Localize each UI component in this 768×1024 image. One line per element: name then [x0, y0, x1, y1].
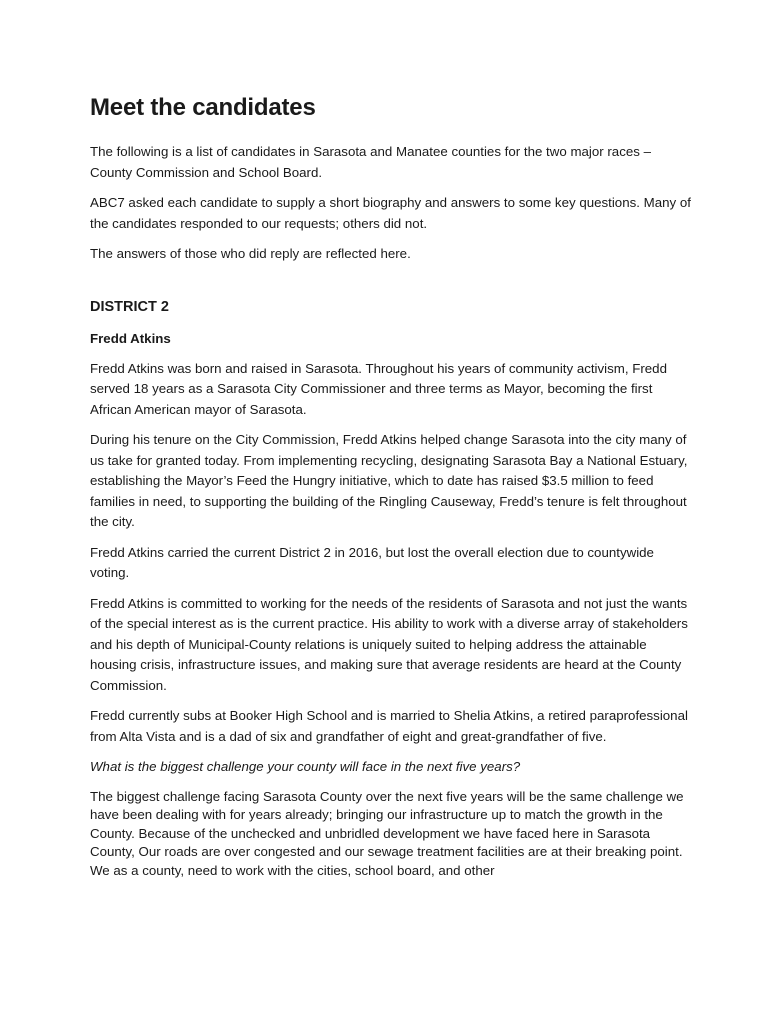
page-title: Meet the candidates [90, 94, 316, 121]
bio-paragraph: During his tenure on the City Commission, Fredd Atkins helped change Sarasota into the city many of us take for granted today. From implementing recycling, designating Sarasota Bay a National Estuary, establishing the Mayor’s Feed the Hungry initiative, which to date has raised $3.5 million to feed families in need, to supporting the building of the Ringling Causeway, Fredd’s tenure is felt throughout the city. [90, 432, 688, 529]
section-spacer [90, 275, 696, 297]
bio-paragraph: Fredd Atkins is committed to working for the needs of the residents of Sarasota and not just the wants of the special interest as is the current practice. His ability to work with a diverse array of stakeholders and his depth of Municipal-County relations is uniquely suited to helping address the attainable housing crisis, infrastructure issues, and making sure that average residents are heard at the County Commission. [90, 595, 688, 693]
bio-paragraph: Fredd Atkins was born and raised in Sarasota. Throughout his years of community activism, Fredd served 18 years as a Sarasota City Commissioner and three terms as Mayor, becoming the first African American mayor of Sarasota. [90, 360, 667, 417]
answer-text: The biggest challenge facing Sarasota County over the next five years will be the same challenge we have been dealing with for years already; bringing our infrastructure up to match the growth in the County. Because of the unchecked and unbridled development we have faced here in Sarasota County, Our roads are over congested and our sewage treatment facilities are at their breaking point. We as a county, need to work with the cities, school board, and other [90, 788, 684, 878]
question-text: What is the biggest challenge your county will face in the next five years? [90, 759, 521, 774]
intro-paragraph: The answers of those who did reply are reflected here. [90, 246, 411, 261]
candidate-name: Fredd Atkins [90, 330, 171, 346]
bio-paragraph: Fredd currently subs at Booker High School and is married to Shelia Atkins, a retired paraprofessional from Alta Vista and is a dad of six and grandfather of eight and great-grandfather of five. [90, 708, 688, 744]
intro-paragraph: ABC7 asked each candidate to supply a short biography and answers to some key questions. Many of the candidates responded to our requests; others did not. [90, 195, 691, 231]
bio-paragraph: Fredd Atkins carried the current District 2 in 2016, but lost the overall election due to countywide voting. [90, 544, 654, 580]
intro-paragraph: The following is a list of candidates in Sarasota and Manatee counties for the two major races – County Commission and School Board. [90, 144, 651, 180]
district-heading: DISTRICT 2 [90, 298, 169, 315]
